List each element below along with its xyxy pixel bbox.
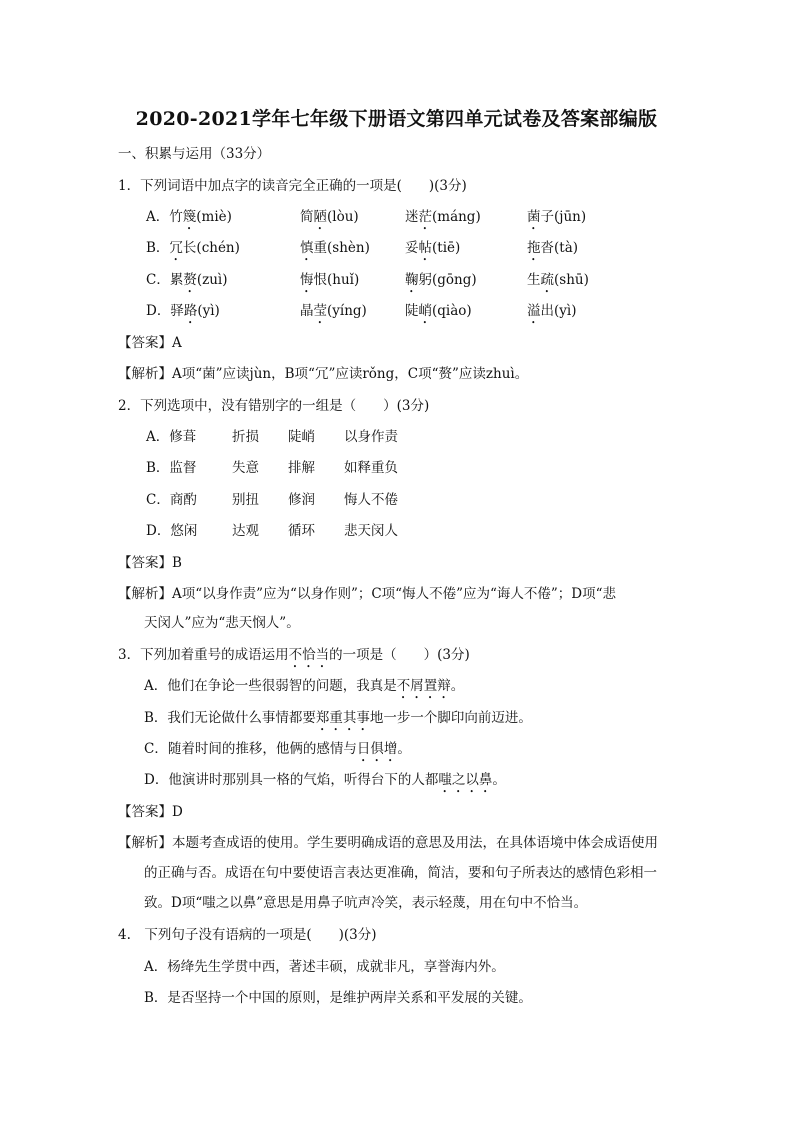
q1-option-b: B．冗长(chén) (146, 240, 240, 256)
section-heading: 一、积累与运用（33分） (118, 146, 271, 162)
q1-option-b-word-2: 慎重(shèn) (300, 240, 370, 256)
q2-answer: 【答案】B (118, 555, 182, 571)
q1-option-a-word-4: 菌子(jūn) (527, 209, 587, 225)
q2-option-d-word-3: 循环 (288, 523, 315, 539)
q3-option-c: C．随着时间的推移，他俩的感情与日俱增。 (144, 741, 411, 757)
q2-analysis-continued: 天闵人”应为“悲天悯人”。 (144, 615, 300, 631)
q1-option-a-word-3: 迷茫(máng) (405, 209, 481, 225)
q4-option-b: B．是否坚持一个中国的原则，是维护两岸关系和平发展的关键。 (144, 990, 532, 1006)
question-1-stem: 1．下列词语中加点字的读音完全正确的一项是( )(3分) (118, 178, 467, 194)
q1-option-d-word-4: 溢出(yì) (527, 303, 577, 319)
q3-option-a: A．他们在争论一些很弱智的问题，我真是不屑置辩。 (144, 678, 465, 694)
q2-option-c-word-3: 修润 (288, 492, 315, 508)
q2-option-b: B．监督 (146, 460, 197, 476)
q3-analysis-continued-1: 的正确与否。成语在句中要使语言表达更准确，简洁，要和句子所表达的感情色彩相一 (144, 865, 657, 881)
q2-option-b-word-3: 排解 (288, 460, 315, 476)
q3-option-b: B．我们无论做什么事情都要郑重其事地一步一个脚印向前迈进。 (144, 710, 532, 726)
q2-option-c: C．商酌 (146, 492, 197, 508)
q3-analysis: 【解析】本题考查成语的使用。学生要明确成语的意思及用法，在具体语境中体会成语使用 (118, 835, 658, 851)
q1-option-b-word-4: 拖沓(tà) (527, 240, 579, 256)
q1-option-d: D．驿路(yì) (146, 303, 220, 319)
q2-option-d: D．悠闲 (146, 523, 198, 539)
q1-option-b-word-3: 妥帖(tiē) (405, 240, 461, 256)
q1-option-c-word-4: 生疏(shū) (527, 272, 589, 288)
question-3-stem: 3．下列加着重号的成语运用不恰当的一项是（ ）(3分) (118, 647, 470, 663)
q2-option-c-word-4: 悔人不倦 (344, 492, 398, 508)
q2-option-a-word-3: 陡峭 (288, 429, 315, 445)
q3-analysis-continued-2: 致。D项“嗤之以鼻”意思是用鼻子吭声冷笑，表示轻蔑，用在句中不恰当。 (144, 895, 588, 911)
q2-option-b-word-4: 如释重负 (344, 460, 398, 476)
q3-option-d: D．他演讲时那别具一格的气焰，听得台下的人都嗤之以鼻。 (144, 772, 506, 788)
q1-option-d-word-3: 陡峭(qiào) (405, 303, 472, 319)
question-2-stem: 2．下列选项中，没有错别字的一组是（ ）(3分) (118, 398, 430, 414)
q1-option-c-word-2: 悔恨(huǐ) (300, 272, 360, 288)
q2-analysis: 【解析】A项“以身作责”应为“以身作则”；C项“悔人不倦”应为“诲人不倦”；D项“悲 (118, 586, 617, 602)
q1-option-a-word-2: 简陋(lòu) (300, 209, 359, 225)
q1-option-a: A．竹篾(miè) (146, 209, 232, 225)
q2-option-d-word-4: 悲天闵人 (344, 523, 398, 539)
q2-option-c-word-2: 别扭 (232, 492, 259, 508)
q3-answer: 【答案】D (118, 804, 183, 820)
q2-option-a: A．修葺 (146, 429, 197, 445)
document-title: 2020-2021学年七年级下册语文第四单元试卷及答案部编版 (135, 108, 658, 130)
q2-option-a-word-2: 折损 (232, 429, 259, 445)
q1-answer: 【答案】A (118, 335, 182, 351)
q1-option-d-word-2: 晶莹(yíng) (300, 303, 367, 319)
q1-option-c-word-3: 鞠躬(gōng) (405, 272, 477, 288)
q2-option-d-word-2: 达观 (232, 523, 259, 539)
question-4-stem: 4. 下列句子没有语病的一项是( )(3分) (118, 927, 377, 943)
q2-option-a-word-4: 以身作责 (344, 429, 398, 445)
q2-option-b-word-2: 失意 (232, 460, 259, 476)
q1-option-c: C．累赘(zuì) (146, 272, 228, 288)
q4-option-a: A．杨绛先生学贯中西，著述丰硕，成就非凡，享誉海内外。 (144, 959, 505, 975)
q1-analysis: 【解析】A项“菌”应读jùn，B项“冗”应读rǒng，C项“赘”应读zhuì。 (118, 366, 529, 382)
